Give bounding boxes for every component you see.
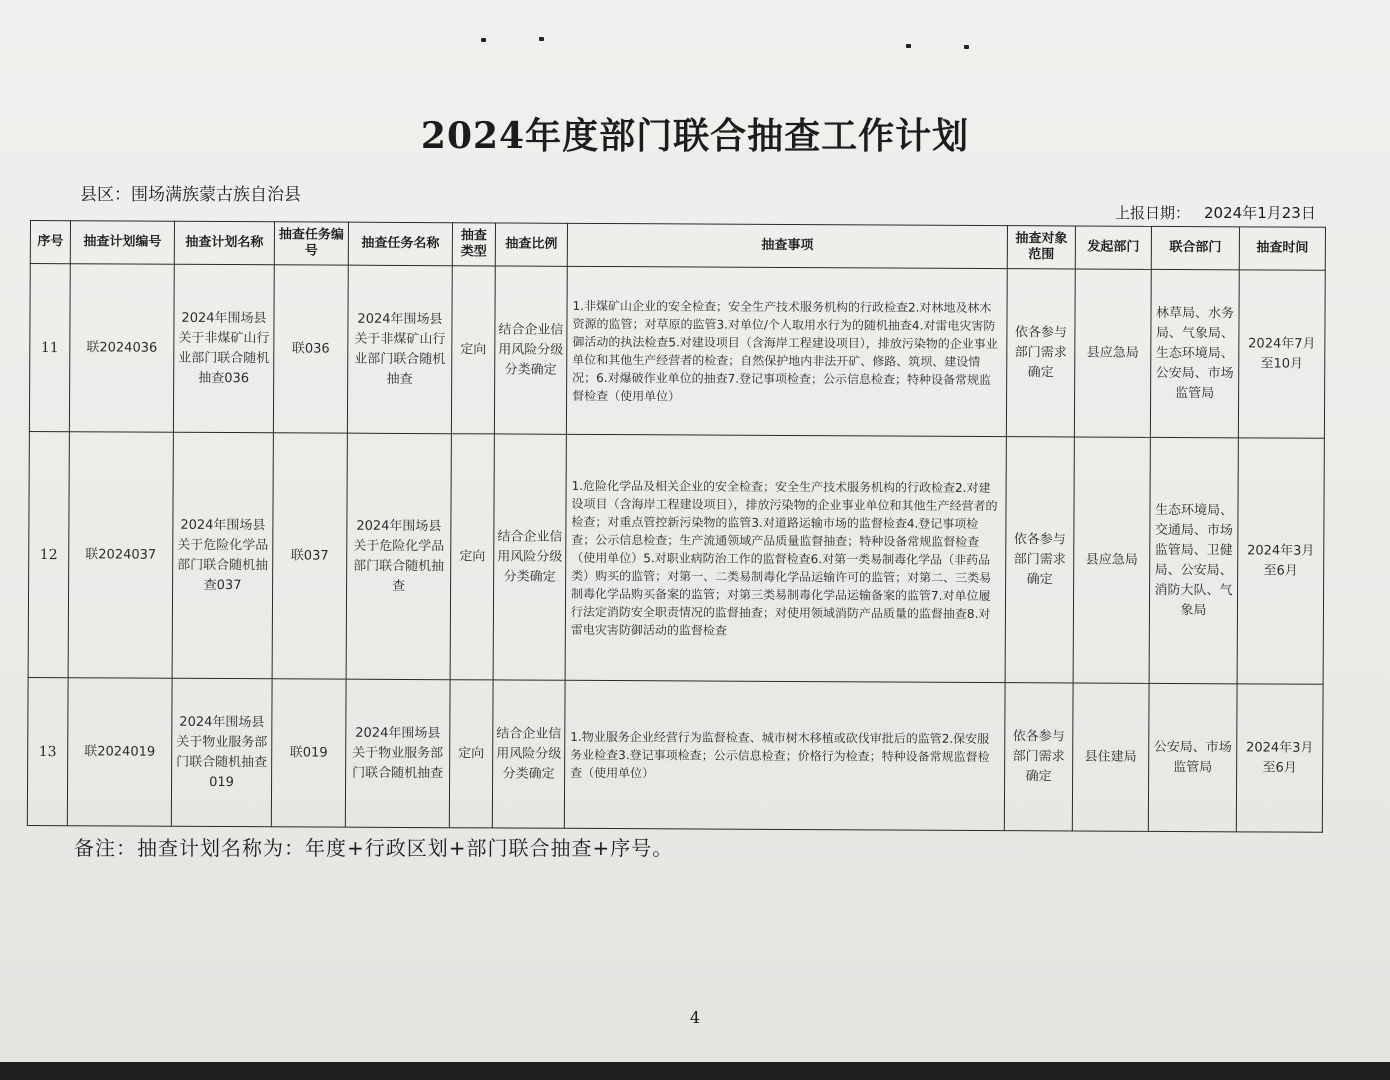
header-joint: 联合部门 xyxy=(1151,226,1239,269)
cell-seq: 11 xyxy=(29,264,70,432)
table-row xyxy=(28,431,1324,684)
cell-scope: 依各参与部门需求确定 xyxy=(1005,437,1074,683)
header-items: 抽查事项 xyxy=(567,223,1007,268)
ink-speck xyxy=(481,38,486,42)
cell-plan-code: 联2024036 xyxy=(69,264,174,433)
cell-initiator: 县住建局 xyxy=(1072,683,1149,831)
cell-time: 2024年7月至10月 xyxy=(1238,270,1325,438)
header-initiator: 发起部门 xyxy=(1075,226,1151,269)
cell-time: 2024年3月至6月 xyxy=(1237,438,1324,684)
page-number: 4 xyxy=(689,1008,701,1027)
ink-speck xyxy=(964,45,969,49)
header-type: 抽查类型 xyxy=(452,223,495,266)
cell-ratio: 结合企业信用风险分级分类确定 xyxy=(492,680,565,828)
cell-ratio: 结合企业信用风险分级分类确定 xyxy=(493,434,566,680)
scan-edge xyxy=(0,1062,1390,1080)
header-time: 抽查时间 xyxy=(1239,227,1325,270)
cell-plan-name: 2024年围场县关于非煤矿山行业部门联合随机抽查036 xyxy=(173,264,274,433)
cell-joint: 林草局、水务局、气象局、生态环境局、公安局、市场监管局 xyxy=(1150,269,1239,437)
ink-speck xyxy=(906,44,911,48)
page-title: 2024年度部门联合抽查工作计划 xyxy=(420,115,970,157)
inspection-plan-table xyxy=(27,220,1326,833)
cell-items: 1.非煤矿山企业的安全检查；安全生产技术服务机构的行政检查2.对林地及林木资源的监管；对草原的监管3.对单位/个人取用水行为的随机抽查4.对雷电灾害防御活动的执法检查5.对建设项目（含海岸工程建设项目），排放污染物的企业事业单位和其他生产经营者的检查；自然保护地内非法开矿、修路、筑坝、建设情况；6.对爆破作业单位的抽查7.登记事项检查；公示信息检查；特种设备常规监督检查（使用单位） xyxy=(566,266,1007,436)
cell-items: 1.危险化学品及相关企业的安全检查；安全生产技术服务机构的行政检查2.对建设项目（含海岸工程建设项目），排放污染物的企业事业单位和其他生产经营者的检查；对重点管控新污染物的监管3.对道路运输市场的监督检查4.登记事项检查；公示信息检查；生产流通领域产品质量监督抽查；特种设备常规监督检查（使用单位）5.对职业病防治工作的监督检查6.对第一类易制毒化学品（非药品类）购买的监管；对第一、二类易制毒化学品运输许可的监管；对第二、三类易制毒化学品购买备案的监管；对第三类易制毒化学品运输备案的监管7.对单位履行法定消防安全职责情况的监督抽查；对使用领域消防产品质量的监督抽查8.对雷电灾害防御活动的监督检查 xyxy=(565,434,1006,682)
cell-joint: 生态环境局、交通局、市场监管局、卫健局、公安局、消防大队、气象局 xyxy=(1149,437,1238,683)
cell-time: 2024年3月至6月 xyxy=(1236,684,1323,832)
cell-plan-code: 联2024037 xyxy=(68,432,173,679)
header-plan-name: 抽查计划名称 xyxy=(174,221,274,265)
table-header-row xyxy=(30,221,1325,271)
cell-task-code: 联019 xyxy=(271,679,346,827)
header-task-name: 抽查任务名称 xyxy=(348,222,452,266)
header-seq: 序号 xyxy=(30,221,70,264)
header-plan-code: 抽查计划编号 xyxy=(70,221,174,265)
cell-joint: 公安局、市场监管局 xyxy=(1148,683,1237,831)
report-date-value: 2024年1月23日 xyxy=(1204,204,1316,222)
cell-seq: 12 xyxy=(28,431,69,677)
cell-seq: 13 xyxy=(27,677,68,825)
cell-items: 1.物业服务企业经营行为监督检查、城市树木移植或砍伐审批后的监管2.保安服务业检查3.登记事项检查；公示信息检查；价格行为检查；特种设备常规监督检查（使用单位） xyxy=(564,680,1005,830)
cell-plan-code: 联2024019 xyxy=(67,678,172,827)
county-label: 县区：围场满族蒙古族自治县 xyxy=(80,185,301,205)
table-row xyxy=(29,264,1325,439)
cell-type: 定向 xyxy=(449,680,493,828)
cell-ratio: 结合企业信用风险分级分类确定 xyxy=(494,266,567,434)
cell-plan-name: 2024年围场县关于危险化学品部门联合随机抽查037 xyxy=(172,432,273,679)
table-row xyxy=(27,677,1323,832)
report-date xyxy=(1115,202,1316,223)
ink-speck xyxy=(539,37,544,41)
header-ratio: 抽查比例 xyxy=(495,223,567,266)
cell-task-name: 2024年围场县关于危险化学品部门联合随机抽查 xyxy=(346,433,451,680)
cell-type: 定向 xyxy=(451,266,495,434)
cell-initiator: 县应急局 xyxy=(1073,437,1150,683)
cell-initiator: 县应急局 xyxy=(1074,269,1151,437)
cell-plan-name: 2024年围场县关于物业服务部门联合随机抽查019 xyxy=(171,678,272,827)
cell-task-name: 2024年围场县关于物业服务部门联合随机抽查 xyxy=(345,679,450,828)
cell-task-name: 2024年围场县关于非煤矿山行业部门联合随机抽查 xyxy=(347,265,452,434)
cell-task-code: 联036 xyxy=(273,265,348,433)
report-date-label: 上报日期： xyxy=(1115,204,1191,222)
cell-task-code: 联037 xyxy=(272,433,347,679)
header-scope: 抽查对象范围 xyxy=(1007,226,1075,269)
cell-scope: 依各参与部门需求确定 xyxy=(1004,683,1073,831)
cell-scope: 依各参与部门需求确定 xyxy=(1006,269,1075,437)
footnote: 备注：抽查计划名称为：年度+行政区划+部门联合抽查+序号。 xyxy=(74,836,674,860)
cell-type: 定向 xyxy=(450,434,494,680)
header-task-code: 抽查任务编号 xyxy=(274,222,348,265)
